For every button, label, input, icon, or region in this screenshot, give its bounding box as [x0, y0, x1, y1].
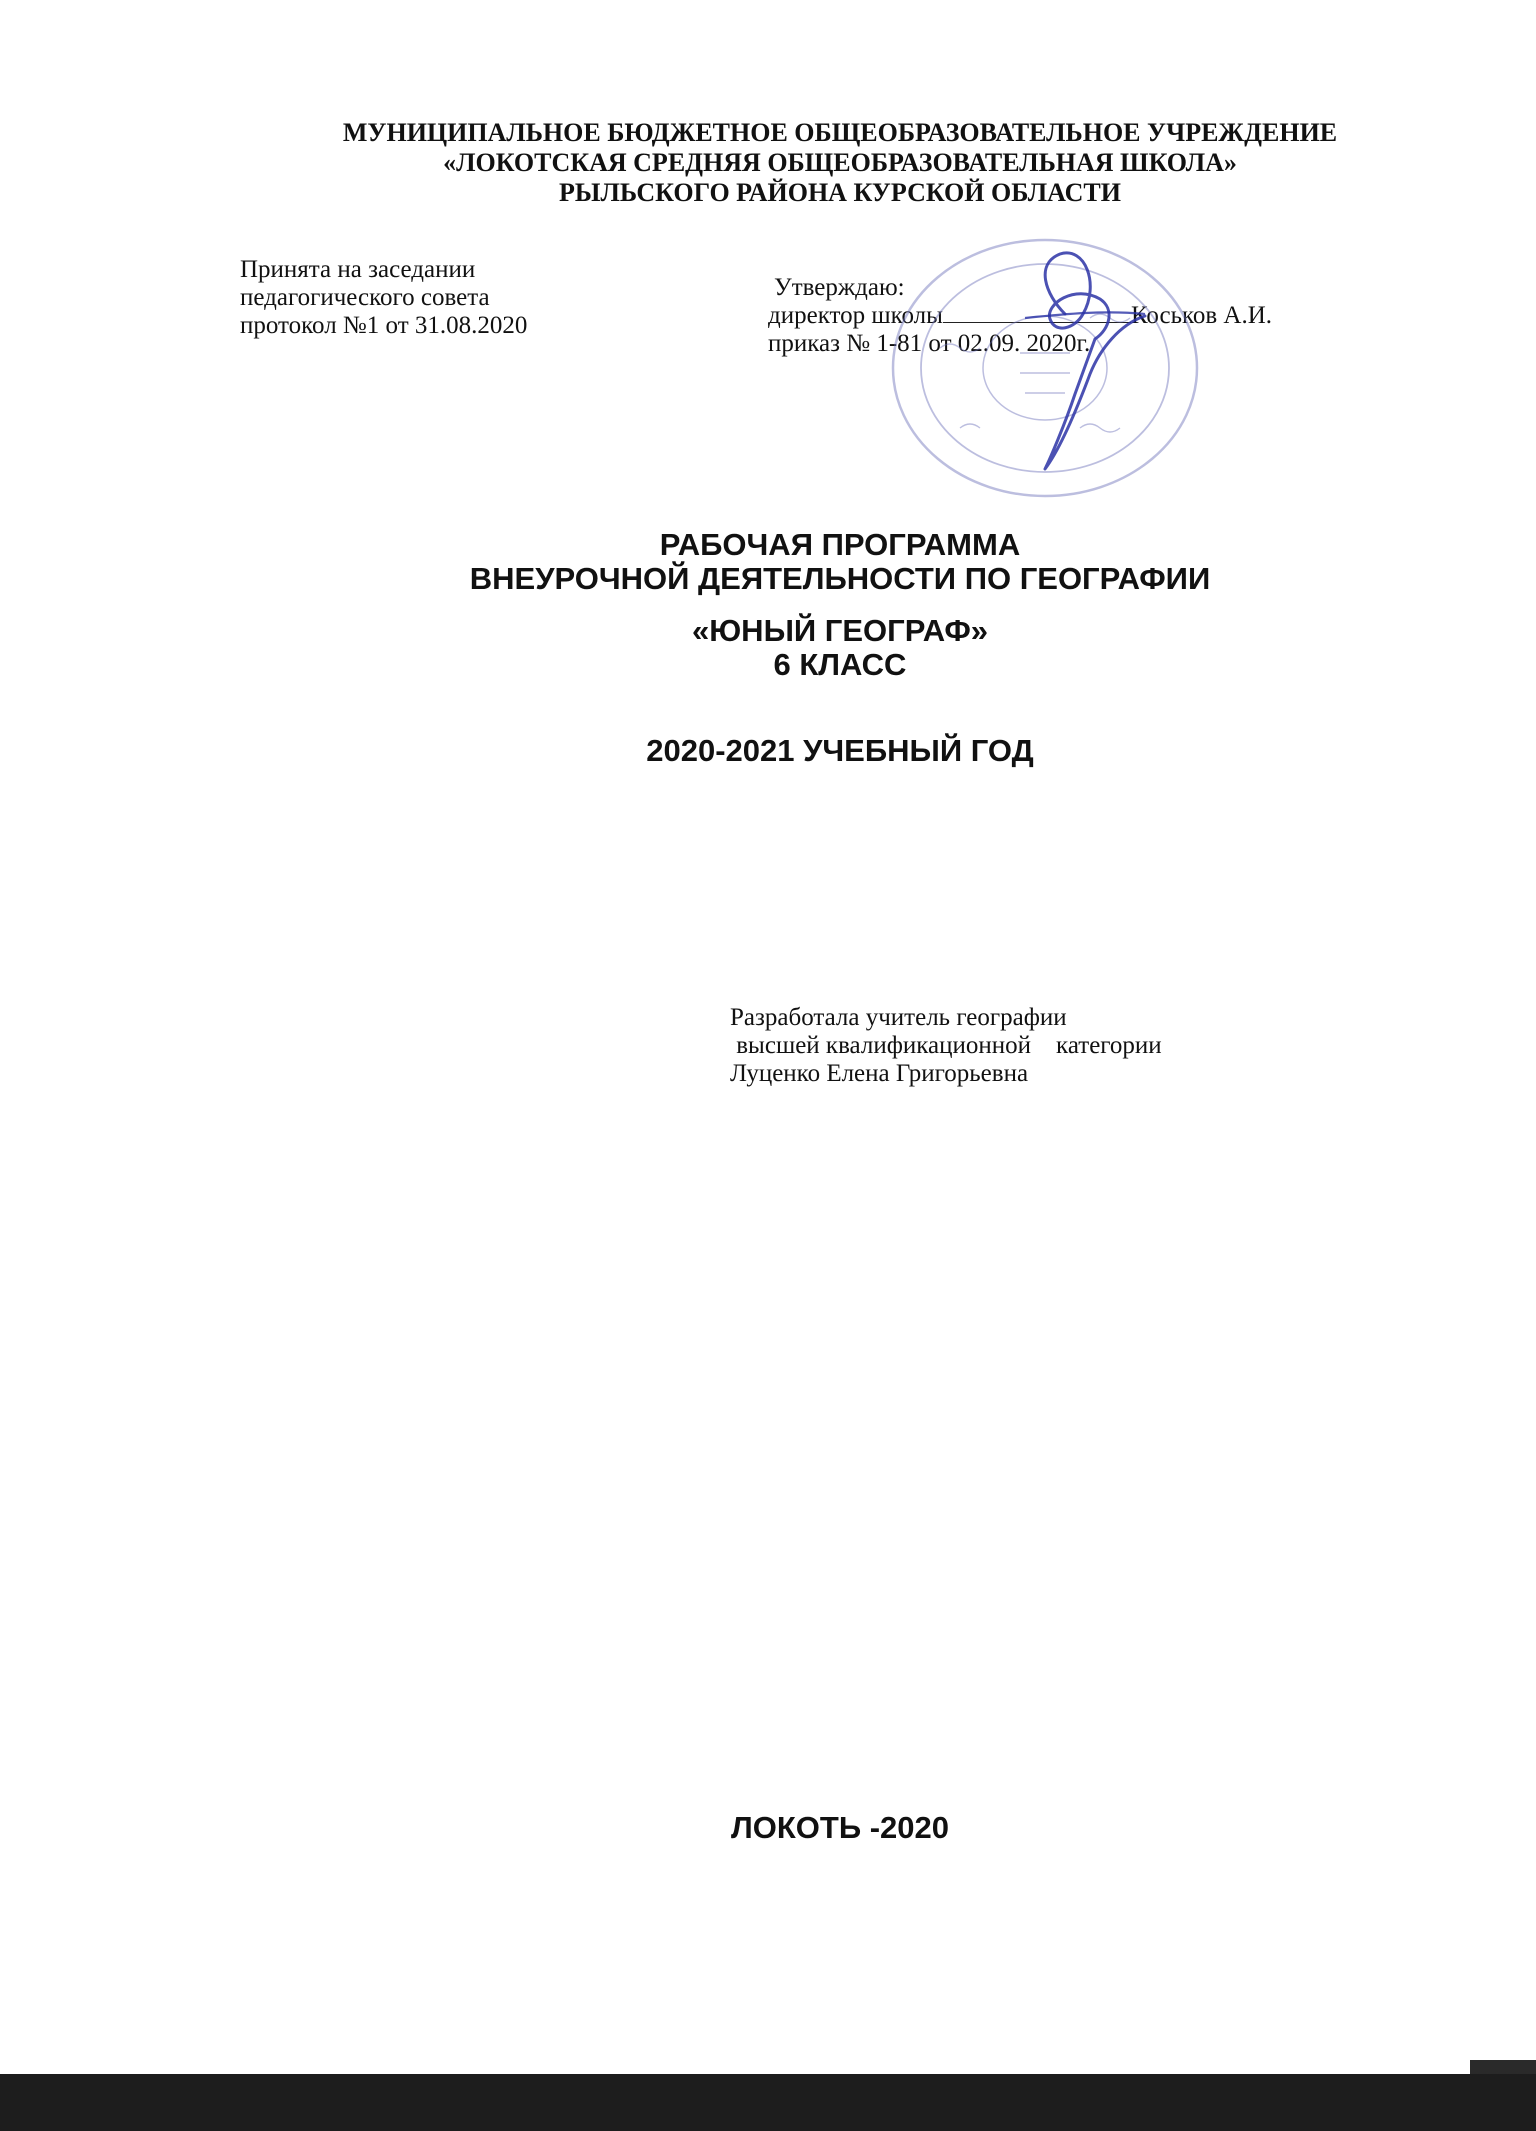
- approval-heading: Утверждаю:: [774, 274, 905, 301]
- title-line-2: ВНЕУРОЧНОЙ ДЕЯТЕЛЬНОСТИ ПО ГЕОГРАФИИ: [469, 561, 1211, 596]
- director-name: Коськов А.И.: [1130, 302, 1273, 329]
- scan-bottom-border: [0, 2074, 1536, 2131]
- academic-year: 2020-2021 УЧЕБНЫЙ ГОД: [646, 733, 1034, 768]
- author-block: [730, 1004, 1162, 1088]
- director-signature: [1005, 244, 1155, 484]
- author-line-1: Разработала учитель географии: [730, 1004, 1067, 1031]
- council-approval-block: [240, 256, 527, 340]
- order-number: приказ № 1-81 от 02.09. 2020г.: [768, 330, 1091, 357]
- institution-name-line-3: РЫЛЬСКОГО РАЙОНА КУРСКОЙ ОБЛАСТИ: [559, 178, 1121, 207]
- city-and-year: ЛОКОТЬ -2020: [730, 1810, 949, 1845]
- institution-name-line-1: МУНИЦИПАЛЬНОЕ БЮДЖЕТНОЕ ОБЩЕОБРАЗОВАТЕЛЬНОЕ УЧРЕЖДЕНИЕ: [342, 118, 1338, 147]
- council-approval-line-2: педагогического совета: [240, 284, 490, 311]
- institution-name-line-2: «ЛОКОТСКАЯ СРЕДНЯЯ ОБЩЕОБРАЗОВАТЕЛЬНАЯ ШКОЛА»: [443, 148, 1237, 177]
- title-line-3: «ЮНЫЙ ГЕОГРАФ»: [691, 613, 989, 648]
- council-approval-line-1: Принята на заседании: [240, 256, 476, 283]
- author-line-2: высшей квалификационной категории: [730, 1032, 1162, 1059]
- scan-edge-shadow: [1470, 2060, 1536, 2074]
- author-name: Луценко Елена Григорьевна: [730, 1060, 1029, 1087]
- council-approval-line-3: протокол №1 от 31.08.2020: [240, 312, 528, 339]
- title-line-1: РАБОЧАЯ ПРОГРАММА: [659, 527, 1021, 562]
- grade-label: 6 КЛАСС: [773, 647, 907, 682]
- director-title: директор школы: [768, 302, 943, 329]
